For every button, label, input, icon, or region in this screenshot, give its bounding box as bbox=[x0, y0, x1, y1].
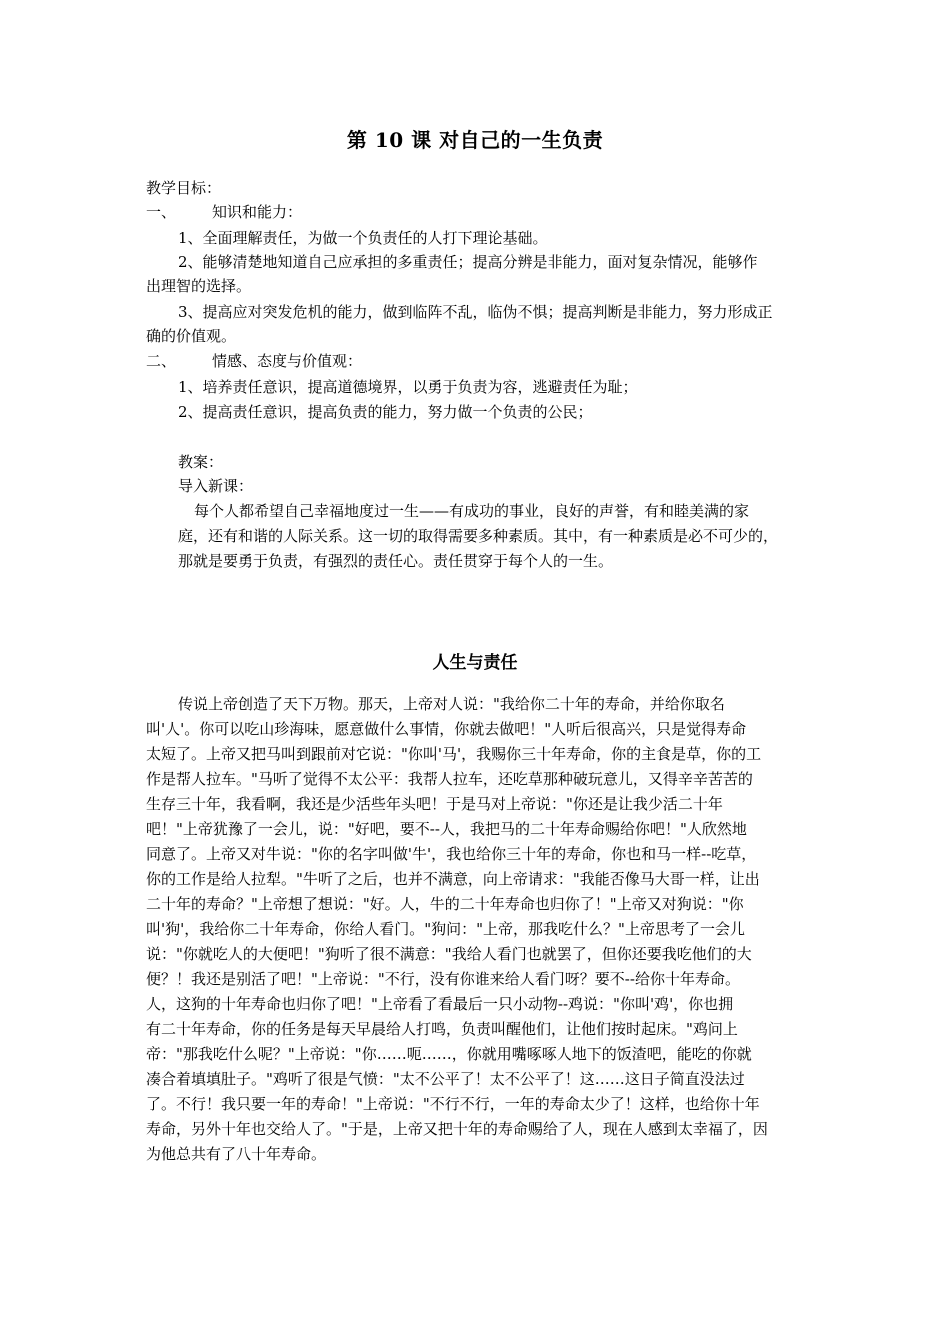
story-line-11: 说："你就吃人的大便吧！"狗听了很不满意："我给人看门也就罢了，但你还要我吃他们的大 bbox=[146, 945, 752, 963]
section1-number: 一、 bbox=[146, 203, 177, 221]
intro-line-1: 每个人都希望自己幸福地度过一生——有成功的事业，良好的声誉，有和睦美满的家 bbox=[194, 502, 750, 520]
section1-title: 知识和能力： bbox=[212, 203, 303, 221]
story-line-13: 人，这狗的十年寿命也归你了吧！"上帝看了看最后一只小动物--鸡说："你叫'鸡'，你也拥 bbox=[146, 995, 734, 1013]
s1-item-3: 3、提高应对突发危机的能力，做到临阵不乱，临伪不惧；提高判断是非能力，努力形成正 bbox=[178, 303, 773, 321]
story-line-6: 吧！"上帝犹豫了一会儿，说："好吧，要不--人，我把马的二十年寿命赐给你吧！"人欣然地 bbox=[146, 820, 747, 838]
story-line-7: 同意了。上帝又对牛说："你的名字叫做'牛'，我也给你三十年的寿命，你也和马一样--吃草， bbox=[146, 845, 757, 863]
story-line-4: 作是帮人拉车。"马听了觉得不太公平：我帮人拉车，还吃草那种破玩意儿，又得辛辛苦苦的 bbox=[146, 770, 753, 788]
intro-label: 导入新课： bbox=[178, 477, 254, 495]
story-line-15: 帝："那我吃什么呢？"上帝说："你……呃……，你就用嘴啄啄人地下的饭渣吧，能吃的你就 bbox=[146, 1045, 752, 1063]
story-line-16: 凑合着填填肚子。"鸡听了很是气愤："太不公平了！太不公平了！这……这日子简直没法过 bbox=[146, 1070, 745, 1088]
story-line-18: 寿命，另外十年也交给人了。"于是，上帝又把十年的寿命赐给了人，现在人感到太幸福了，因 bbox=[146, 1120, 768, 1138]
story-line-14: 有二十年寿命，你的任务是每天早晨给人打鸣，负责叫醒他们，让他们按时起床。"鸡问上 bbox=[146, 1020, 738, 1038]
intro-line-3: 那就是要勇于负责，有强烈的责任心。责任贯穿于每个人的一生。 bbox=[178, 552, 614, 570]
page-title: 第 10 课 对自己的一生负责 bbox=[346, 128, 604, 152]
s2-item-2: 2、提高责任意识，提高负责的能力，努力做一个负责的公民； bbox=[178, 403, 593, 421]
section2-number: 二、 bbox=[146, 352, 177, 370]
story-line-17: 了。不行！我只要一年的寿命！"上帝说："不行不行，一年的寿命太少了！这样，也给你十年 bbox=[146, 1095, 760, 1113]
story-line-10: 叫'狗'，我给你二十年寿命，你给人看门。"狗问："上帝，那我吃什么？"上帝思考了一会儿 bbox=[146, 920, 745, 938]
objectives-label: 教学目标： bbox=[146, 179, 222, 197]
story-line-1: 传说上帝创造了天下万物。那天，上帝对人说："我给你二十年的寿命，并给你取名 bbox=[178, 695, 725, 713]
story-title: 人生与责任 bbox=[432, 653, 518, 673]
s1-item-2: 2、能够清楚地知道自己应承担的多重责任；提高分辨是非能力，面对复杂情况，能够作 bbox=[178, 253, 758, 271]
story-line-5: 生存三十年，我看啊，我还是少活些年头吧！于是马对上帝说："你还是让我少活二十年 bbox=[146, 795, 723, 813]
story-line-19: 为他总共有了八十年寿命。 bbox=[146, 1145, 327, 1163]
s2-item-1: 1、培养责任意识，提高道德境界，以勇于负责为容，逃避责任为耻； bbox=[178, 378, 638, 396]
s1-item-3-cont: 确的价值观。 bbox=[146, 327, 237, 345]
story-line-3: 太短了。上帝又把马叫到跟前对它说："你叫'马'，我赐你三十年寿命，你的主食是草，你的工 bbox=[146, 745, 762, 763]
story-line-8: 你的工作是给人拉犁。"牛听了之后，也并不满意，向上帝请求："我能否像马大哥一样，让出 bbox=[146, 870, 760, 888]
plan-label: 教案： bbox=[178, 453, 224, 471]
story-line-9: 二十年的寿命？"上帝想了想说："好。人，牛的二十年寿命也归你了！"上帝又对狗说："你 bbox=[146, 895, 744, 913]
section2-title: 情感、态度与价值观： bbox=[212, 352, 363, 370]
s1-item-2-cont: 出理智的选择。 bbox=[146, 277, 252, 295]
story-line-12: 便？！我还是别活了吧！"上帝说："不行，没有你谁来给人看门呀？要不--给你十年寿命。 bbox=[146, 970, 740, 988]
story-line-2: 叫'人'。你可以吃山珍海味，愿意做什么事情，你就去做吧！"人听后很高兴，只是觉得寿命 bbox=[146, 720, 747, 738]
intro-line-2: 庭，还有和谐的人际关系。这一切的取得需要多种素质。其中，有一种素质是必不可少的， bbox=[178, 527, 779, 545]
s1-item-1: 1、全面理解责任，为做一个负责任的人打下理论基础。 bbox=[178, 229, 548, 247]
